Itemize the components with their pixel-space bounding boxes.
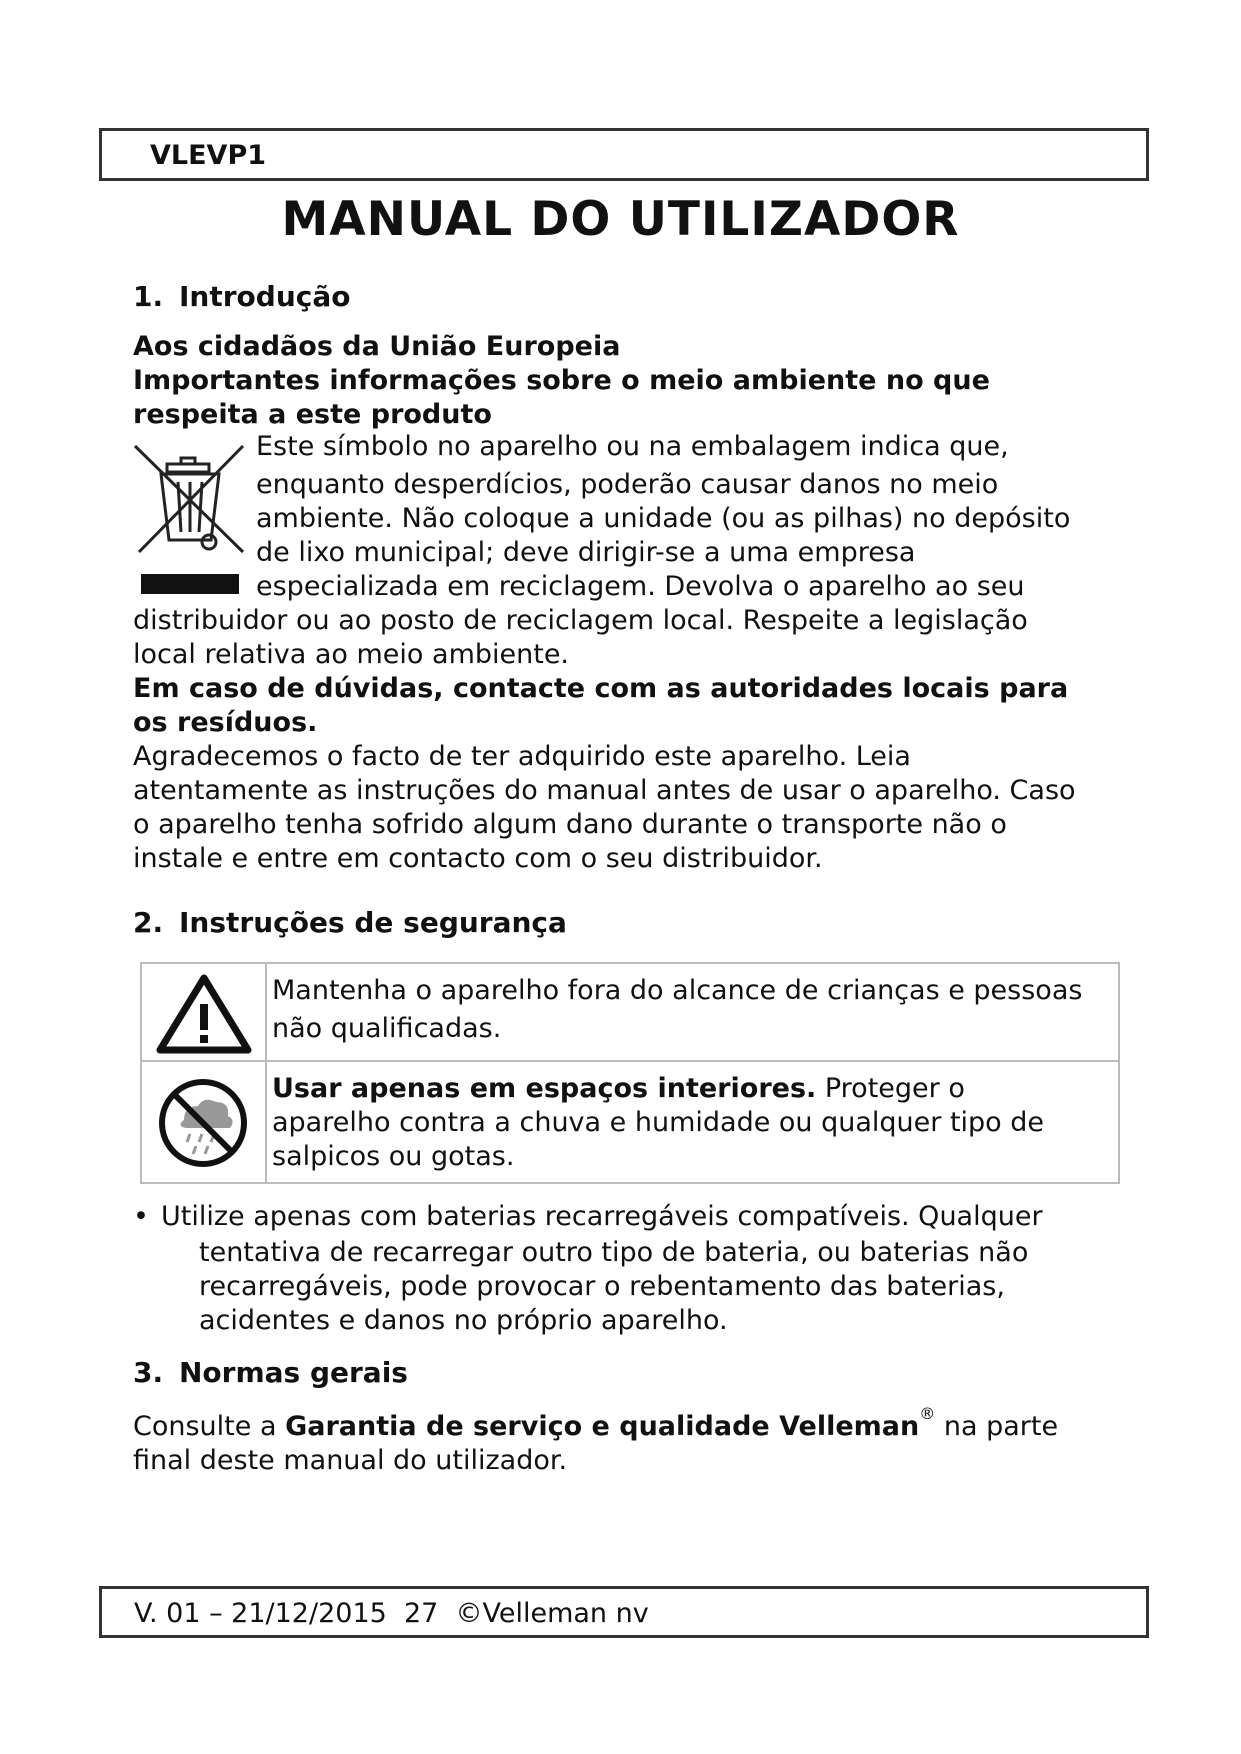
thanks-line: Agradecemos o facto de ter adquirido este aparelho. Leia (133, 741, 911, 772)
bullet-marker: • (133, 1201, 149, 1232)
section3-number: 3. (133, 1356, 164, 1389)
section2-heading (133, 906, 567, 940)
norms-pre: Consulte a (133, 1411, 286, 1442)
indoor-use-bold: Usar apenas em espaços interiores. (272, 1073, 817, 1104)
bullet-line: recarregáveis, pode provocar o rebentamento das baterias, (199, 1271, 1005, 1302)
weee-text (256, 430, 1136, 604)
section3-heading (133, 1356, 408, 1390)
warranty-reference: Garantia de serviço e qualidade Velleman (285, 1411, 920, 1442)
weee-line: ambiente. Não coloque a unidade (ou as pilhas) no depósito (256, 503, 1071, 534)
product-code: VLEVP1 (150, 140, 267, 171)
eu-heading-1: Aos cidadãos da União Europeia (133, 331, 621, 362)
warning-line: não qualificadas. (272, 1013, 502, 1044)
bullet-line: Utilize apenas com baterias recarregáveis compatíveis. Qualquer (161, 1201, 1043, 1232)
eu-notice (133, 330, 1133, 432)
section1-title: Introdução (179, 280, 351, 313)
registered-mark: ® (919, 1404, 936, 1423)
general-norms-text (133, 1404, 1133, 1478)
bullet-line: tentativa de recarregar outro tipo de bateria, ou baterias não (199, 1237, 1029, 1268)
section3-title: Normas gerais (179, 1356, 408, 1389)
warning-line: Mantenha o aparelho fora do alcance de crianças e pessoas (272, 975, 1083, 1006)
norms-line2: final deste manual do utilizador. (133, 1445, 568, 1476)
indoor-use-line: aparelho contra a chuva e humidade ou qualquer tipo de (272, 1107, 1045, 1138)
section1-number: 1. (133, 280, 164, 313)
bullet-line: acidentes e danos no próprio aparelho. (199, 1305, 728, 1336)
header-box (99, 128, 1149, 181)
indoor-use-rest: Proteger o (816, 1073, 965, 1104)
weee-line: Este símbolo no aparelho ou na embalagem indica que, (256, 431, 1009, 462)
norms-post: na parte (935, 1411, 1059, 1442)
section2-number: 2. (133, 906, 164, 939)
warning-triangle-icon (154, 972, 254, 1056)
thanks-line: instale e entre em contacto com o seu distribuidor. (133, 843, 823, 874)
weee-cont-line: local relativa ao meio ambiente. (133, 639, 570, 670)
eu-heading-3: respeita a este produto (133, 399, 492, 430)
weee-bin-icon (133, 442, 249, 608)
footer-text: V. 01 – 21/12/2015 27 ©Velleman nv (134, 1598, 649, 1629)
table-divider (265, 964, 267, 1182)
eu-heading-2: Importantes informações sobre o meio ambiente no que (133, 365, 990, 396)
thanks-line: o aparelho tenha sofrido algum dano durante o transporte não o (133, 809, 1007, 840)
page-title: MANUAL DO UTILIZADOR (281, 192, 960, 247)
section2-title: Instruções de segurança (179, 906, 567, 939)
weee-cont-line: distribuidor ou ao posto de reciclagem local. Respeite a legislação (133, 605, 1028, 636)
thanks-line: atentamente as instruções do manual antes de usar o aparelho. Caso (133, 775, 1076, 806)
weee-continuation (133, 604, 1133, 876)
warning-text (272, 974, 1118, 1046)
indoor-use-text (272, 1072, 1118, 1174)
doubts-line: Em caso de dúvidas, contacte com as autoridades locais para (133, 673, 1069, 704)
weee-line: enquanto desperdícios, poderão causar danos no meio (256, 469, 999, 500)
weee-line: de lixo municipal; deve dirigir-se a uma empresa (256, 537, 916, 568)
footer-box (99, 1586, 1149, 1638)
weee-line: especializada em reciclagem. Devolva o aparelho ao seu (256, 571, 1025, 602)
no-rain-icon (156, 1076, 250, 1170)
indoor-use-line: salpicos ou gotas. (272, 1141, 515, 1172)
section1-heading (133, 280, 351, 314)
doubts-line: os resíduos. (133, 707, 318, 738)
safety-table (140, 962, 1120, 1184)
